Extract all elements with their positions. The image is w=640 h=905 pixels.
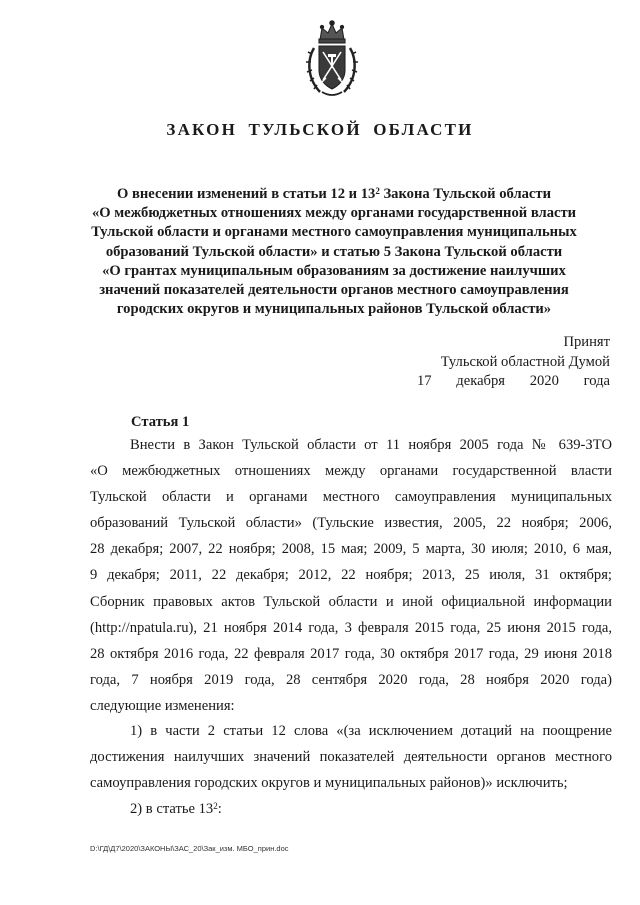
paragraph-line: достижения наилучших значений показателей деятельности органов местного xyxy=(90,749,612,766)
subject-line-2: «О межбюджетных отношениях между органами государственной власти xyxy=(91,205,577,222)
adopted-by: Тульской областной Думой xyxy=(440,353,610,370)
subject-line-5: «О грантах муниципальным образованиям за достижение наилучших xyxy=(102,262,566,279)
article-item-1 xyxy=(90,718,612,796)
adoption-month: декабря xyxy=(456,373,505,389)
article-item-2 xyxy=(90,796,612,822)
paragraph-line: 2) в статье $13^2$: xyxy=(130,800,222,817)
paragraph-line: Тульской области и органами местного самоуправления муниципальных xyxy=(90,489,612,506)
paragraph-line: самоуправления городских округов и муниципальных районов)» исключить; xyxy=(90,775,568,792)
paragraph-line: образований Тульской области» (Тульские известия, 2005, 22 ноября; 2006, xyxy=(90,515,612,532)
subject-line-7: городских округов и муниципальных районов Тульской области» xyxy=(116,301,552,318)
paragraph-line: 1) в части 2 статьи 12 слова «(за исключением дотаций на поощрение xyxy=(130,723,612,739)
adoption-year-word: года xyxy=(583,373,610,389)
adoption-year: 2020 xyxy=(529,373,559,389)
paragraph-line: года, 7 ноября 2019 года, 28 сентября 2020 года, 28 ноября 2020 года) xyxy=(90,671,612,688)
paragraph-line: 28 декабря; 2007, 22 ноября; 2008, 15 мая; 2009, 5 марта, 30 июля; 2010, 6 мая, xyxy=(90,541,612,558)
article-paragraph-1 xyxy=(90,432,612,719)
subject-line-6: значений показателей деятельности органов местного самоуправления xyxy=(99,282,569,299)
paragraph-line: следующие изменения: xyxy=(90,697,235,714)
subject-line-4: образований Тульской области» и статью 5 Закона Тульской области xyxy=(105,243,563,260)
paragraph-line: Сборник правовых актов Тульской области и иной официальной информации xyxy=(90,593,612,610)
article-heading: Статья 1 xyxy=(131,414,190,430)
tula-coat-of-arms-icon xyxy=(302,18,362,100)
paragraph-line: (http://npatula.ru), 21 ноября 2014 года, 3 февраля 2015 года, 25 июня 2015 года, xyxy=(90,619,612,636)
file-path-footer: D:\ГД\Д7\2020\ЗАКОНЫ\ЗАС_20\Зак_изм. МБО_прин.doc xyxy=(90,844,289,853)
law-title: ЗАКОН ТУЛЬСКОЙ ОБЛАСТИ xyxy=(166,120,474,139)
subject-line-1: О внесении изменений в статьи 12 и $13^2$ Закона Тульской области xyxy=(117,185,551,202)
adoption-date xyxy=(380,372,610,392)
paragraph-line: 9 декабря; 2011, 22 декабря; 2012, 22 ноября; 2013, 25 июля, 31 октября; xyxy=(90,567,612,584)
law-subject xyxy=(74,185,594,319)
adoption-block xyxy=(380,333,610,392)
subject-line-3: Тульской области и органами местного самоуправления муниципальных xyxy=(91,224,577,241)
paragraph-line: Внести в Закон Тульской области от 11 ноября 2005 года № 639-ЗТО xyxy=(130,437,612,453)
adopted-label: Принят xyxy=(563,334,610,350)
adoption-day: 17 xyxy=(417,373,432,389)
paragraph-line: «О межбюджетных отношениях между органами государственной власти xyxy=(90,463,612,480)
paragraph-line: 28 октября 2016 года, 22 февраля 2017 года, 30 октября 2017 года, 29 июня 2018 xyxy=(90,645,612,662)
